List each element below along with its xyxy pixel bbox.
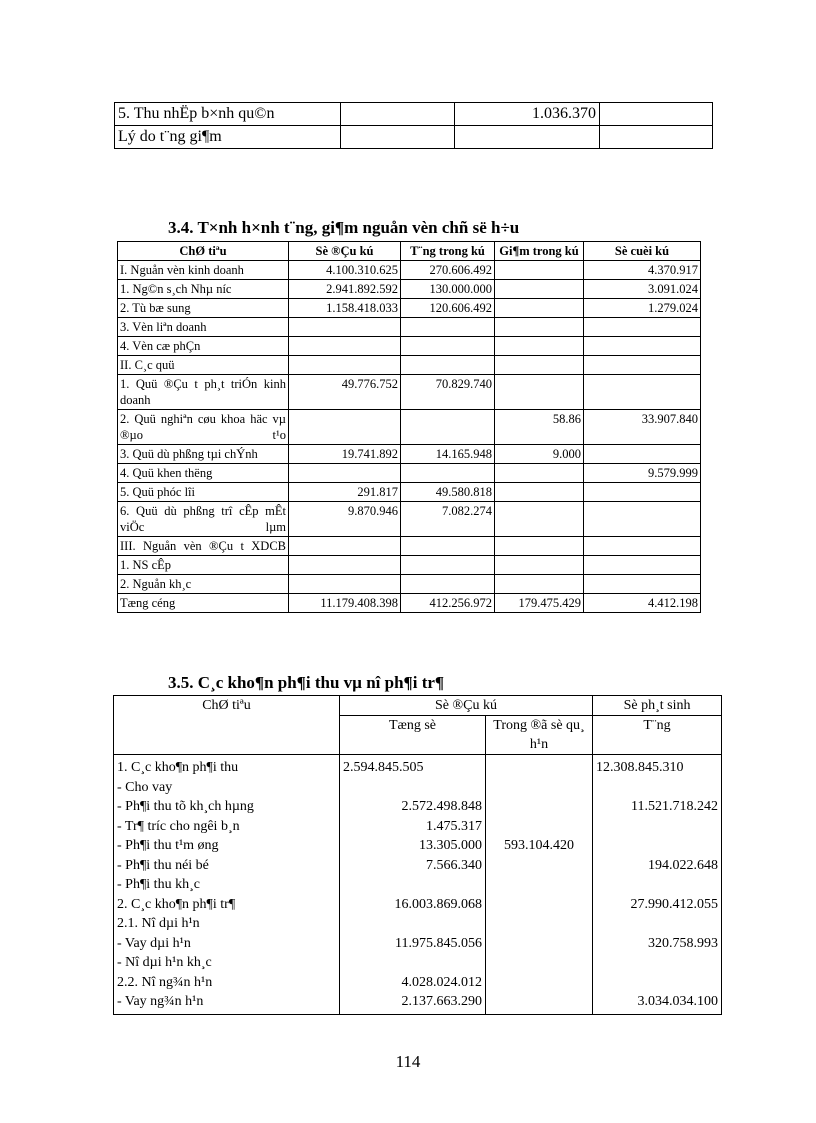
equity-changes-table [117, 241, 701, 613]
row-label: 1. Quü ®Çu t ph¸t triÓn kinh doanh [118, 375, 289, 410]
header-chi-tieu: ChØ tiªu [114, 696, 340, 755]
cell-value: 1.036.370 [455, 103, 600, 126]
cell-value: 2.594.845.505 [340, 755, 486, 778]
table-row [118, 594, 701, 613]
row-label: I. Nguån vèn kinh doanh [118, 261, 289, 280]
table-row [115, 103, 713, 126]
row-label: - Ph¶i thu tõ kh¸ch hµng [114, 797, 340, 817]
cell-value: 412.256.972 [401, 594, 495, 613]
table-row [118, 464, 701, 483]
row-label: 1. C¸c kho¶n ph¶i thu [114, 755, 340, 778]
row-label: 2.1. Nî dµi h¹n [114, 914, 340, 934]
cell-value: 58.86 [495, 410, 584, 445]
cell-value [486, 755, 593, 778]
row-label: - Ph¶i thu kh¸c [114, 875, 340, 895]
cell-value [584, 445, 701, 464]
cell-value [289, 356, 401, 375]
cell-value [600, 103, 713, 126]
cell-value [593, 914, 722, 934]
row-label: 2. Tù bæ sung [118, 299, 289, 318]
cell-value [340, 914, 486, 934]
cell-value: 270.606.492 [401, 261, 495, 280]
cell-value: 9.579.999 [584, 464, 701, 483]
cell-value [600, 126, 713, 149]
table-row [118, 261, 701, 280]
row-label: Lý do t¨ng gi¶m [115, 126, 341, 149]
cell-value [593, 817, 722, 837]
cell-value [495, 299, 584, 318]
cell-value [401, 556, 495, 575]
cell-value [593, 973, 722, 993]
row-label: III. Nguån vèn ®Çu t XDCB [118, 537, 289, 556]
cell-value [340, 778, 486, 798]
cell-value: 49.776.752 [289, 375, 401, 410]
cell-value [486, 953, 593, 973]
table-row [114, 797, 722, 817]
table-row [114, 856, 722, 876]
cell-value [289, 318, 401, 337]
cell-value: 33.907.840 [584, 410, 701, 445]
cell-value [495, 318, 584, 337]
row-label: 2.2. Nî ng¾n h¹n [114, 973, 340, 993]
cell-value: 291.817 [289, 483, 401, 502]
cell-value: 70.829.740 [401, 375, 495, 410]
cell-value [495, 464, 584, 483]
header-so-phat-sinh: Sè ph¸t sinh [593, 696, 722, 716]
header-tang-trong-ky: T¨ng trong kú [401, 242, 495, 261]
cell-value [289, 537, 401, 556]
row-label: 4. Quü khen thëng [118, 464, 289, 483]
cell-value [486, 992, 593, 1014]
table-row [114, 778, 722, 798]
header-tong-so: Tæng sè [340, 716, 486, 755]
cell-value: 120.606.492 [401, 299, 495, 318]
cell-value: 2.572.498.848 [340, 797, 486, 817]
cell-value: 593.104.420 [486, 836, 593, 856]
cell-value: 9.870.946 [289, 502, 401, 537]
cell-value [289, 464, 401, 483]
row-label: - Nî dµi h¹n kh¸c [114, 953, 340, 973]
row-label: 1. NS cÊp [118, 556, 289, 575]
table-row [115, 126, 713, 149]
cell-value: 27.990.412.055 [593, 895, 722, 915]
cell-value: 7.082.274 [401, 502, 495, 537]
cell-value [401, 410, 495, 445]
cell-value [486, 875, 593, 895]
cell-value [495, 502, 584, 537]
table-row [118, 483, 701, 502]
row-label: 4. Vèn cæ phÇn [118, 337, 289, 356]
table-row [118, 356, 701, 375]
row-label: II. C¸c quü [118, 356, 289, 375]
cell-value [584, 575, 701, 594]
cell-value: 1.475.317 [340, 817, 486, 837]
cell-value [584, 337, 701, 356]
cell-value [584, 356, 701, 375]
cell-value: 2.941.892.592 [289, 280, 401, 299]
row-label: 1. Ng©n s¸ch Nhµ níc [118, 280, 289, 299]
cell-value [401, 337, 495, 356]
cell-value [486, 973, 593, 993]
cell-value: 16.003.869.068 [340, 895, 486, 915]
cell-value [341, 103, 455, 126]
cell-value [495, 537, 584, 556]
cell-value [593, 778, 722, 798]
row-label: 5. Thu nhËp b×nh qu©n [115, 103, 341, 126]
section-3-5-title: 3.5. C¸c kho¶n ph¶i thu vµ nî ph¶i tr¶ [168, 673, 445, 692]
cell-value [401, 575, 495, 594]
row-label: - Tr¶ tríc cho ngêi b¸n [114, 817, 340, 837]
header-tang: T¨ng [593, 716, 722, 755]
row-label: 3. Vèn liªn doanh [118, 318, 289, 337]
cell-value [486, 778, 593, 798]
cell-value [486, 895, 593, 915]
cell-value [593, 953, 722, 973]
cell-value [401, 464, 495, 483]
table-row [114, 755, 722, 778]
table-row [118, 445, 701, 464]
table-row [118, 299, 701, 318]
row-label: 2. Quü nghiªn cøu khoa häc vµ ®µo t¹o [118, 410, 289, 445]
table-row [118, 375, 701, 410]
cell-value: 1.158.418.033 [289, 299, 401, 318]
table-row [118, 537, 701, 556]
cell-value: 130.000.000 [401, 280, 495, 299]
cell-value: 14.165.948 [401, 445, 495, 464]
cell-value [401, 318, 495, 337]
cell-value [593, 836, 722, 856]
row-label: 6. Quü dù phßng trî cÊp mÊt viÖc lµm [118, 502, 289, 537]
row-label: 5. Quü phóc lîi [118, 483, 289, 502]
cell-value: 3.034.034.100 [593, 992, 722, 1014]
header-so-dau-ky: Sè ®Çu kú [289, 242, 401, 261]
cell-value [289, 575, 401, 594]
cell-value [593, 875, 722, 895]
cell-value [584, 318, 701, 337]
table-row [114, 953, 722, 973]
table-row [118, 410, 701, 445]
cell-value: 12.308.845.310 [593, 755, 722, 778]
cell-value: 4.370.917 [584, 261, 701, 280]
cell-value: 19.741.892 [289, 445, 401, 464]
table-row [114, 817, 722, 837]
cell-value [401, 356, 495, 375]
row-label: - Ph¶i thu t¹m øng [114, 836, 340, 856]
cell-value: 9.000 [495, 445, 584, 464]
cell-value: 2.137.663.290 [340, 992, 486, 1014]
table-row [118, 575, 701, 594]
cell-value [486, 914, 593, 934]
cell-value [455, 126, 600, 149]
row-label: 3. Quü dù phßng tµi chÝnh [118, 445, 289, 464]
cell-value [486, 817, 593, 837]
row-label: 2. C¸c kho¶n ph¶i tr¶ [114, 895, 340, 915]
header-so-dau-ky: Sè ®Çu kú [340, 696, 593, 716]
cell-value [289, 556, 401, 575]
cell-value: 11.521.718.242 [593, 797, 722, 817]
cell-value: 3.091.024 [584, 280, 701, 299]
table-row [114, 934, 722, 954]
cell-value [341, 126, 455, 149]
table-row [114, 836, 722, 856]
cell-value: 7.566.340 [340, 856, 486, 876]
cell-value: 11.179.408.398 [289, 594, 401, 613]
cell-value [340, 953, 486, 973]
table-row [118, 337, 701, 356]
page-number: 114 [395, 1052, 421, 1071]
cell-value [495, 483, 584, 502]
cell-value [289, 410, 401, 445]
table-row [114, 992, 722, 1014]
cell-value: 194.022.648 [593, 856, 722, 876]
cell-value: 11.975.845.056 [340, 934, 486, 954]
cell-value [486, 934, 593, 954]
row-label: 2. Nguån kh¸c [118, 575, 289, 594]
cell-value [495, 337, 584, 356]
receivables-payables-table [113, 695, 722, 1015]
header-giam-trong-ky: Gi¶m trong kú [495, 242, 584, 261]
cell-value: 1.279.024 [584, 299, 701, 318]
cell-value [495, 375, 584, 410]
cell-value: 49.580.818 [401, 483, 495, 502]
cell-value: 13.305.000 [340, 836, 486, 856]
cell-value [584, 502, 701, 537]
cell-value: 320.758.993 [593, 934, 722, 954]
cell-value: 4.028.024.012 [340, 973, 486, 993]
cell-value [584, 556, 701, 575]
income-table [114, 102, 713, 149]
table-row [118, 556, 701, 575]
cell-value [495, 556, 584, 575]
cell-value [340, 875, 486, 895]
cell-value: 4.100.310.625 [289, 261, 401, 280]
table-row [118, 318, 701, 337]
cell-value: 179.475.429 [495, 594, 584, 613]
cell-value [495, 575, 584, 594]
header-so-cuoi-ky: Sè cuèi kú [584, 242, 701, 261]
cell-value [495, 356, 584, 375]
table-row [114, 875, 722, 895]
row-label: Tæng céng [118, 594, 289, 613]
table-row [114, 973, 722, 993]
cell-value [584, 375, 701, 410]
cell-value [289, 337, 401, 356]
header-trong-do: Trong ®ã sè qu¸ h¹n [486, 716, 593, 755]
row-label: - Cho vay [114, 778, 340, 798]
table-row [114, 895, 722, 915]
table-header-row [118, 242, 701, 261]
cell-value [486, 856, 593, 876]
cell-value [584, 537, 701, 556]
section-3-4-title: 3.4. T×nh h×nh t¨ng, gi¶m nguån vèn chñ së h÷u [168, 218, 520, 237]
cell-value [486, 797, 593, 817]
cell-value [401, 537, 495, 556]
cell-value: 4.412.198 [584, 594, 701, 613]
table-row [118, 502, 701, 537]
table-row [114, 914, 722, 934]
table-row [118, 280, 701, 299]
cell-value [584, 483, 701, 502]
cell-value [495, 261, 584, 280]
header-chi-tieu: ChØ tiªu [118, 242, 289, 261]
row-label: - Vay ng¾n h¹n [114, 992, 340, 1014]
cell-value [495, 280, 584, 299]
row-label: - Vay dµi h¹n [114, 934, 340, 954]
row-label: - Ph¶i thu néi bé [114, 856, 340, 876]
